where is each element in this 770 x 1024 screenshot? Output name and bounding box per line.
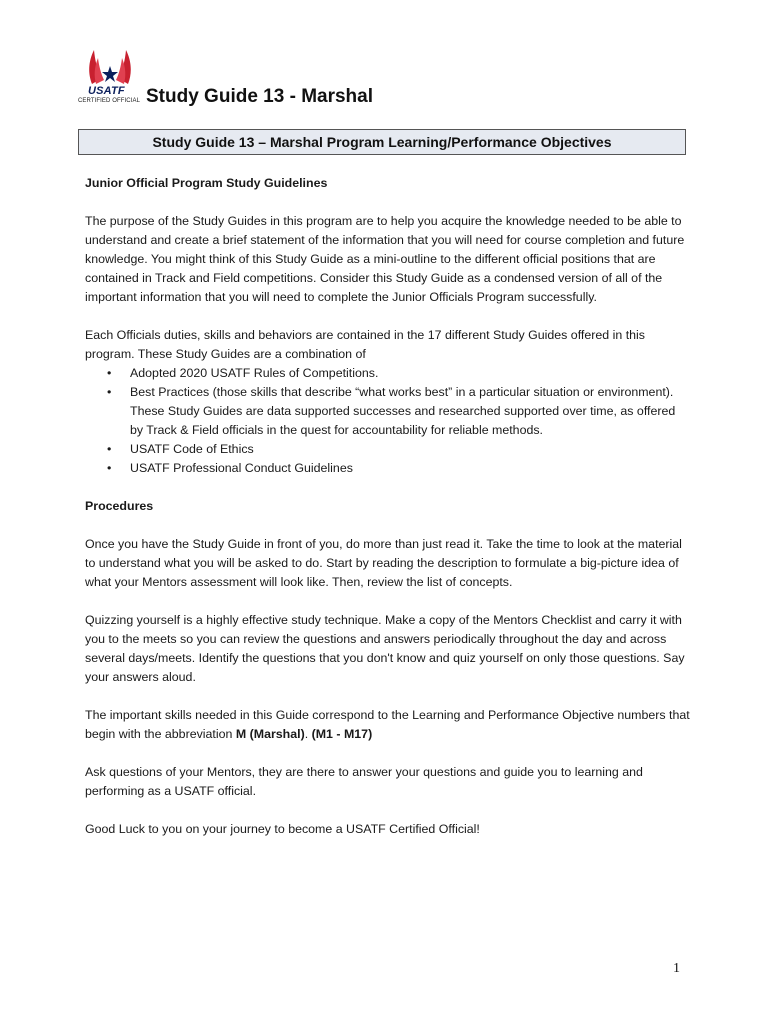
objectives-separator: .	[304, 727, 312, 741]
objective-range: (M1 - M17)	[311, 727, 373, 741]
bullet-icon: •	[107, 461, 112, 475]
bullet-icon: •	[107, 385, 112, 399]
logo-wordmark: USATF	[88, 85, 125, 97]
marshal-abbreviation: M (Marshal)	[235, 727, 305, 741]
list-item	[85, 440, 691, 459]
section-heading-guidelines: Junior Official Program Study Guidelines	[85, 176, 328, 190]
document-body	[85, 174, 691, 858]
paragraph-mentors: Ask questions of your Mentors, they are there to answer your questions and guide you to learning and performing as a USATF official.	[85, 765, 643, 798]
paragraph-quizzing: Quizzing yourself is a highly effective study technique. Make a copy of the Mentors Checklist and carry it with you to the meets so you can review the questions and answers periodically throughout the day and across several days/meets. Identify the questions that you don't know and quiz yourself on only those questions. Say your answers aloud.	[85, 613, 685, 684]
list-item-text: Best Practices (those skills that describe “what works best” in a particular situation or environment). These Study Guides are data supported successes and researched supported over time, as offered by Track & Field officials in the quest for accountability for reliable methods.	[130, 385, 676, 437]
paragraph-duties: Each Officials duties, skills and behaviors are contained in the 17 different Study Guides offered in this program. These Study Guides are a combination of	[85, 328, 645, 361]
objectives-banner: Study Guide 13 – Marshal Program Learning/Performance Objectives	[78, 129, 686, 155]
bullet-icon: •	[107, 442, 112, 456]
usatf-logo	[78, 44, 142, 108]
list-item	[85, 364, 691, 383]
page-title: Study Guide 13 - Marshal	[146, 86, 373, 107]
list-item	[85, 383, 691, 440]
list-item-text: Adopted 2020 USATF Rules of Competitions.	[130, 366, 379, 380]
combination-list	[85, 364, 691, 478]
page-number: 1	[673, 961, 680, 976]
page-header	[78, 44, 698, 110]
logo-subtitle: CERTIFIED OFFICIAL	[78, 98, 141, 104]
paragraph-objectives	[85, 706, 691, 744]
bullet-icon: •	[107, 366, 112, 380]
paragraph-purpose: The purpose of the Study Guides in this program are to help you acquire the knowledge needed to be able to understand and create a brief statement of the information that you will need for course completion and future knowledge. You might think of this Study Guide as a mini-outline to the different official positions that are contained in Track and Field competitions. Consider this Study Guide as a condensed version of all of the important information that you will need to complete the Junior Officials Program successfully.	[85, 214, 685, 304]
list-item	[85, 459, 691, 478]
list-item-text: USATF Professional Conduct Guidelines	[130, 461, 353, 475]
list-item-text: USATF Code of Ethics	[130, 442, 254, 456]
section-heading-procedures: Procedures	[85, 499, 154, 513]
objectives-text: The important skills needed in this Guide correspond to the Learning and Performance Objective numbers that begin with the abbreviation	[85, 708, 690, 741]
paragraph-good-luck: Good Luck to you on your journey to become a USATF Certified Official!	[85, 822, 480, 836]
paragraph-study-guide: Once you have the Study Guide in front of you, do more than just read it. Take the time to look at the material to understand what you will be asked to do. Start by reading the description to formulate a big-picture idea of what your Mentors assessment will look like. Then, review the list of concepts.	[85, 537, 682, 589]
